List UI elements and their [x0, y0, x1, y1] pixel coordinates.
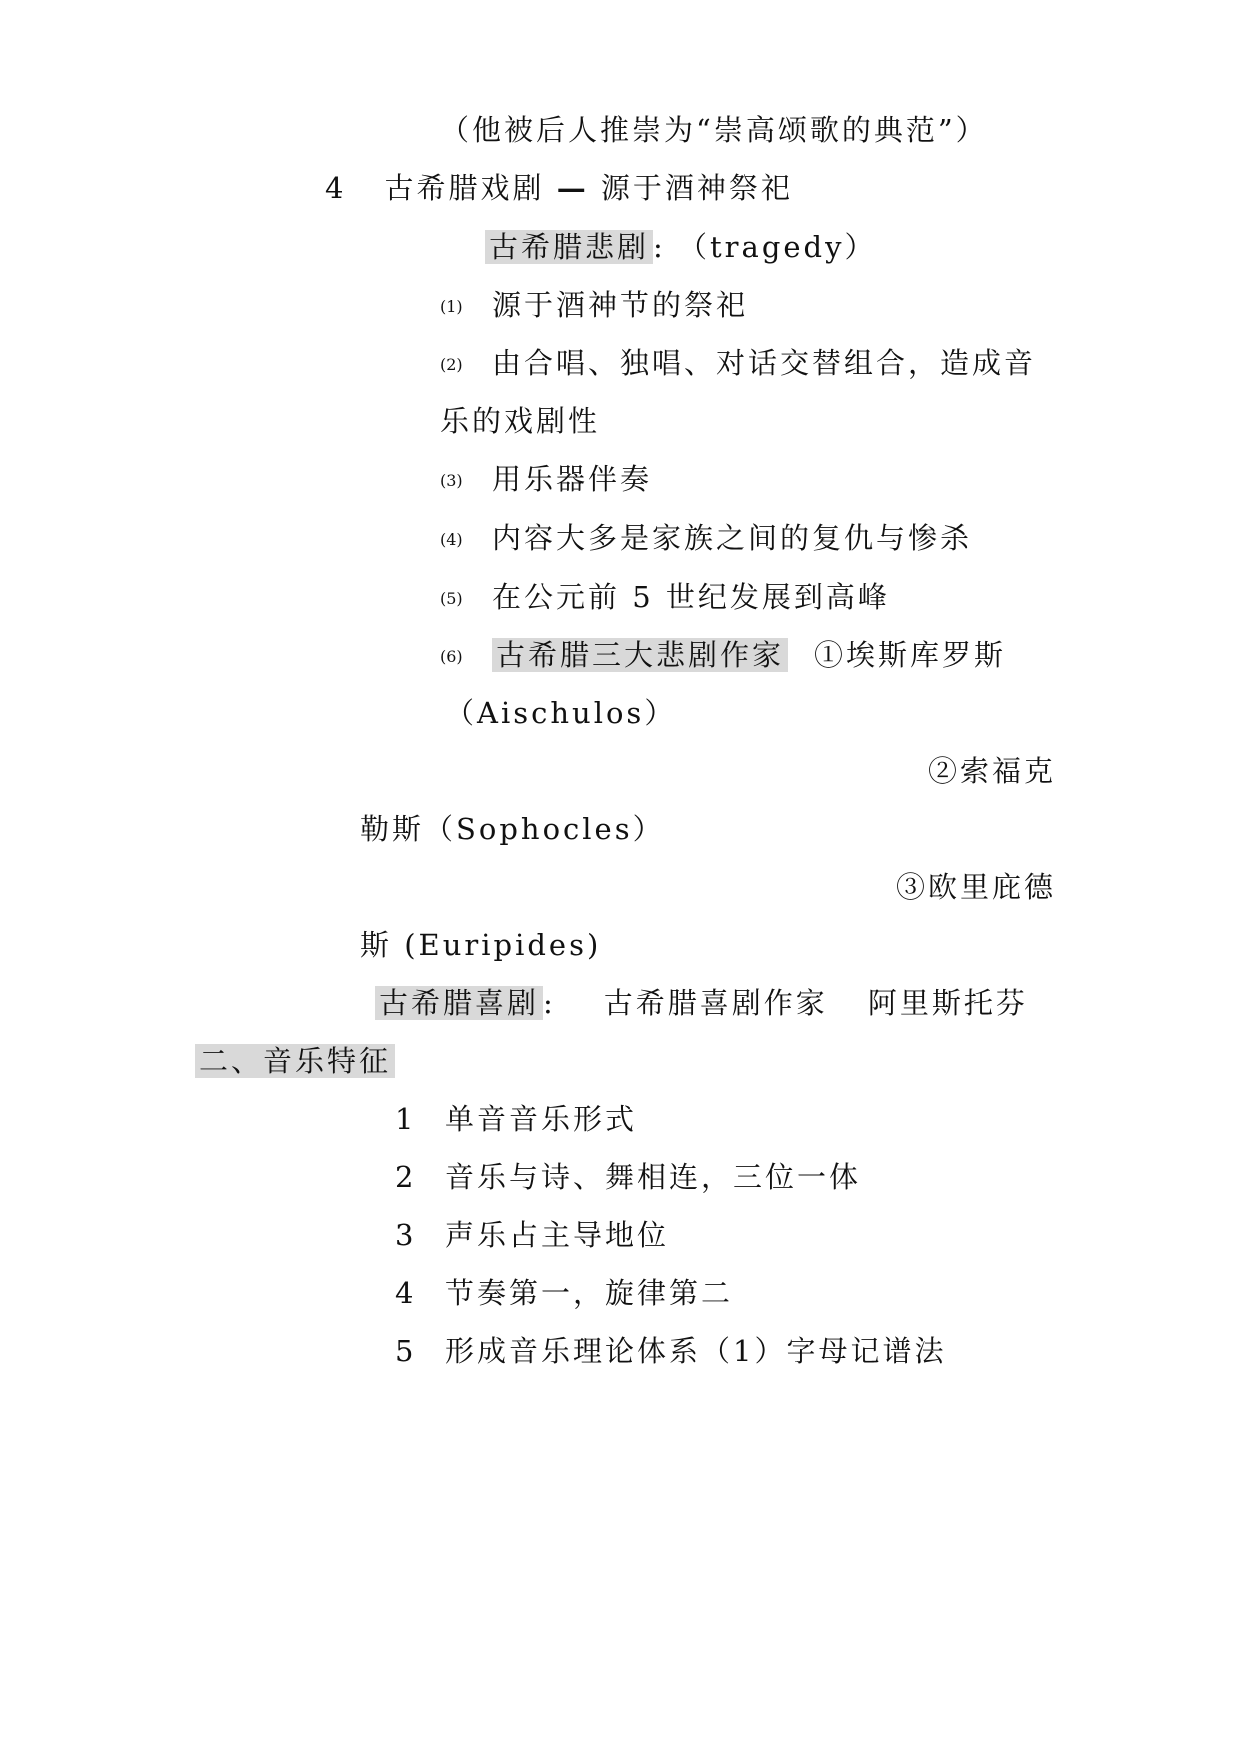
tragedy-item-6: [440, 633, 1006, 679]
intro-line: （他被后人推崇为“崇高颂歌的典范”）: [440, 113, 988, 147]
feature-item-5: [395, 1329, 946, 1373]
item-text: 由合唱、独唱、对话交替组合，造成音: [492, 346, 1037, 380]
author-aeschylus-english: （Aischulos）: [445, 696, 677, 730]
comedy-line: [375, 981, 1028, 1025]
author-sophocles: ②索福克: [927, 754, 1056, 788]
drama-heading: [325, 166, 793, 210]
feature-item-2: [395, 1155, 861, 1199]
item-number: (3): [440, 471, 463, 490]
author-euripides-continued: 斯 (Euripides): [360, 928, 602, 962]
author-euripides: ③欧里庇德: [895, 870, 1056, 904]
item-number: (1): [440, 297, 463, 316]
comedy-colon: :: [543, 986, 556, 1020]
feature-text: 声乐占主导地位: [445, 1218, 670, 1252]
drama-title: 古希腊戏剧: [384, 171, 545, 205]
feature-number: 3: [395, 1218, 417, 1252]
feature-number: 2: [395, 1160, 417, 1194]
item-number: (2): [440, 355, 463, 374]
tragedy-item-2-continued: 乐的戏剧性: [440, 404, 601, 438]
drama-number: 4: [325, 171, 347, 205]
tragedy-item-4: [440, 516, 972, 562]
feature-item-3: [395, 1213, 669, 1257]
tragedy-colon: :: [653, 230, 666, 264]
author-sophocles-continued: 勒斯（Sophocles）: [360, 812, 665, 846]
item-text: 内容大多是家族之间的复仇与惨杀: [492, 521, 973, 555]
tragedy-label: 古希腊悲剧: [485, 230, 653, 264]
feature-text: 单音音乐形式: [445, 1102, 638, 1136]
comedy-writer: 阿里斯托芬: [867, 986, 1028, 1020]
item-text: 古希腊三大悲剧作家: [492, 638, 788, 672]
feature-text: 音乐与诗、舞相连，三位一体: [445, 1160, 862, 1194]
feature-text: 节奏第一，旋律第二: [445, 1276, 734, 1310]
tragedy-item-5: [440, 575, 890, 621]
tragedy-item-1: [440, 283, 748, 329]
feature-number: 1: [395, 1102, 417, 1136]
item-text: 在公元前 5 世纪发展到高峰: [492, 580, 890, 614]
feature-number: 5: [395, 1334, 417, 1368]
item-text: 源于酒神节的祭祀: [492, 288, 749, 322]
comedy-writer-label: 古希腊喜剧作家: [603, 986, 828, 1020]
feature-text: 形成音乐理论体系（1）字母记谱法: [445, 1334, 947, 1368]
drama-origin: 源于酒神祭祀: [600, 171, 793, 205]
item-text: 用乐器伴奏: [492, 462, 653, 496]
comedy-label: 古希腊喜剧: [375, 986, 543, 1020]
tragedy-english: （tragedy）: [678, 230, 877, 264]
author-aeschylus: ①埃斯库罗斯: [814, 638, 1007, 672]
item-number: (5): [440, 589, 463, 608]
item-number: (4): [440, 530, 463, 549]
drama-dash: —: [556, 171, 589, 205]
section-heading: [195, 1039, 395, 1083]
tragedy-heading: [485, 225, 877, 269]
tragedy-item-3: [440, 457, 652, 503]
section-title: 二、音乐特征: [195, 1044, 395, 1078]
item-number: (6): [440, 647, 463, 666]
feature-item-1: [395, 1097, 637, 1141]
tragedy-item-2: [440, 341, 1036, 387]
feature-item-4: [395, 1271, 733, 1315]
feature-number: 4: [395, 1276, 417, 1310]
